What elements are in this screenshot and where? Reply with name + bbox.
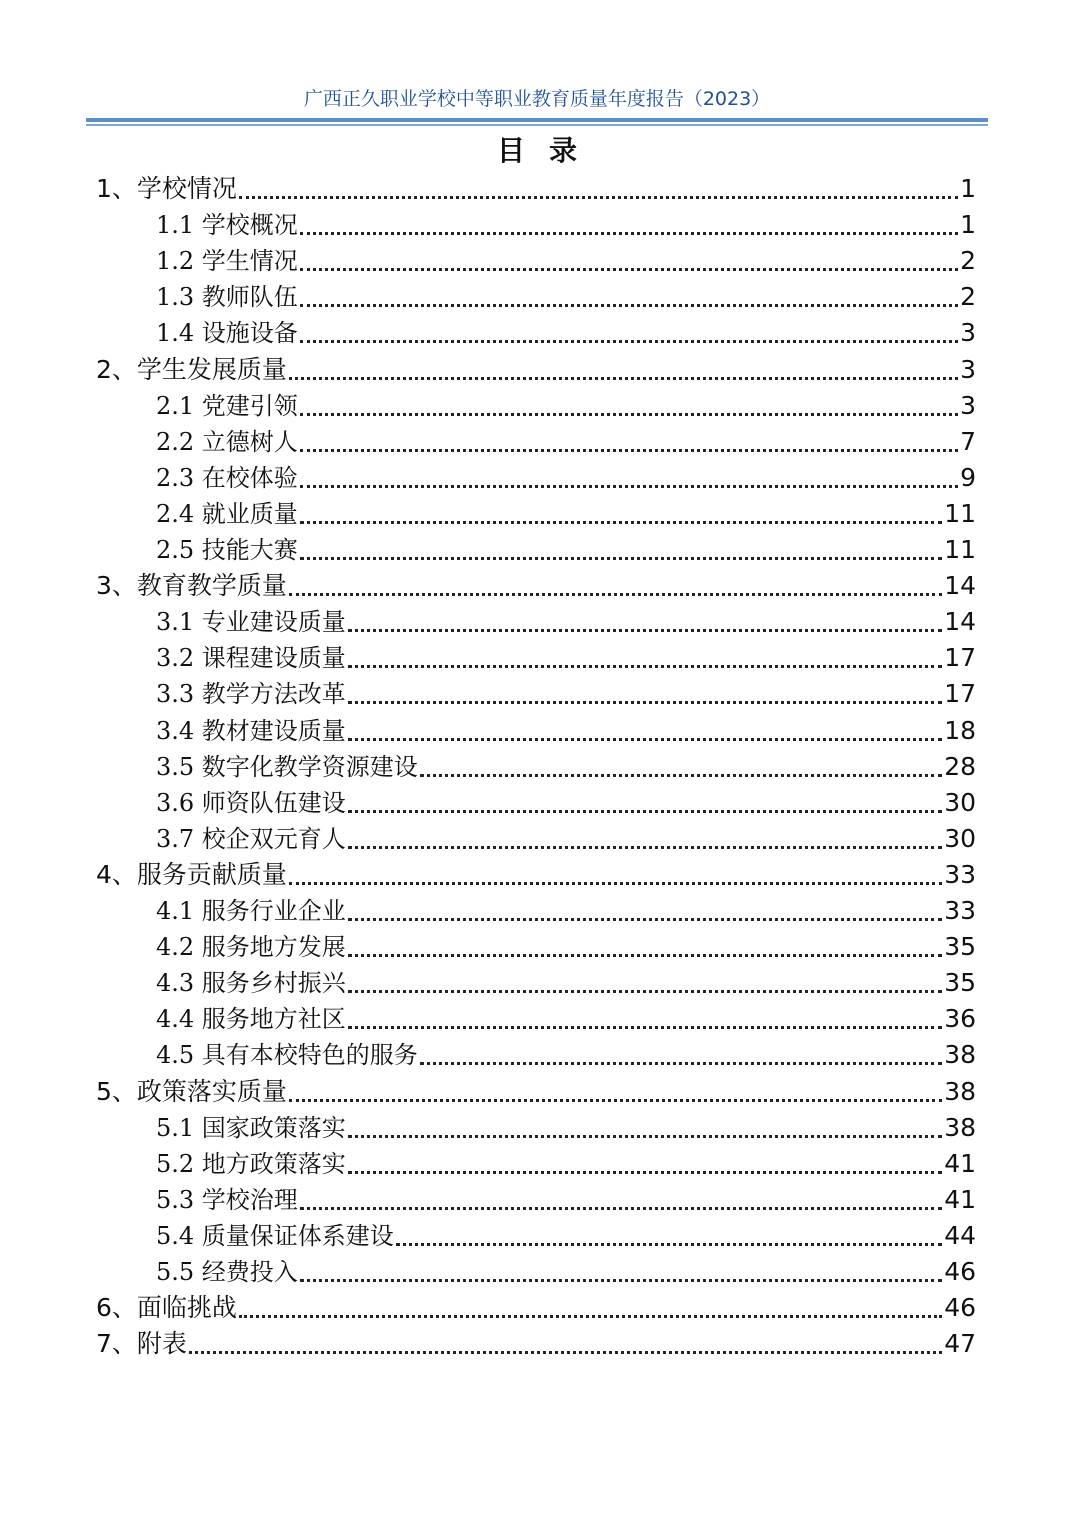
- toc-subsection-entry[interactable]: [156, 675, 976, 711]
- toc-dot-leader: [300, 521, 942, 524]
- toc-page-number: 2: [960, 282, 976, 312]
- toc-subsection-entry[interactable]: [156, 639, 976, 675]
- toc-entry-label: 3.7 校企双元育人: [156, 824, 346, 853]
- toc-subsection-entry[interactable]: [156, 748, 976, 784]
- toc-dot-leader: [348, 1135, 942, 1138]
- toc-dot-leader: [289, 593, 942, 596]
- toc-page-number: 33: [944, 896, 976, 925]
- toc-page-number: 47: [944, 1329, 976, 1359]
- toc-entry-label: 5、政策落实质量: [96, 1076, 287, 1106]
- toc-page-number: 7: [960, 426, 976, 456]
- toc-entry-label: 3.1 专业建设质量: [156, 608, 346, 637]
- toc-section-entry[interactable]: [96, 567, 976, 603]
- toc-page-number: 14: [944, 607, 976, 637]
- toc-page-number: 33: [944, 859, 976, 889]
- toc-dot-leader: [420, 774, 942, 777]
- toc-page-number: 2: [960, 246, 976, 276]
- toc-section-entry[interactable]: [96, 170, 976, 206]
- toc-dot-leader: [300, 557, 942, 560]
- toc-entry-label: 5.1 国家政策落实: [156, 1113, 346, 1142]
- toc-dot-leader: [289, 377, 958, 380]
- toc-entry-label: 4.3 服务乡村振兴: [156, 969, 346, 998]
- header-rule-thick: [86, 118, 988, 122]
- toc-subsection-entry[interactable]: [156, 964, 976, 1000]
- toc-subsection-entry[interactable]: [156, 531, 976, 567]
- toc-page-number: 3: [960, 390, 976, 420]
- toc-entry-label: 1.2 学生情况: [156, 247, 298, 276]
- toc-subsection-entry[interactable]: [156, 278, 976, 314]
- toc-entry-label: 6、面临挑战: [96, 1293, 237, 1323]
- toc-title: 目录: [496, 134, 601, 167]
- toc-dot-leader: [300, 485, 958, 488]
- toc-dot-leader: [420, 1062, 942, 1065]
- toc-entry-label: 5.2 地方政策落实: [156, 1149, 346, 1178]
- toc-dot-leader: [189, 1351, 942, 1354]
- toc-page-number: 44: [944, 1220, 976, 1250]
- toc-entry-label: 1.3 教师队伍: [156, 283, 298, 312]
- toc-dot-leader: [348, 1171, 942, 1174]
- toc-entry-label: 1.1 学校概况: [156, 211, 298, 240]
- toc-dot-leader: [348, 954, 942, 957]
- toc-page-number: 28: [944, 751, 976, 781]
- toc-subsection-entry[interactable]: [156, 206, 976, 242]
- toc-dot-leader: [300, 1279, 942, 1282]
- toc-subsection-entry[interactable]: [156, 1000, 976, 1036]
- toc-entry-label: 3、教育教学质量: [96, 571, 287, 601]
- toc-page-number: 35: [944, 968, 976, 998]
- toc-subsection-entry[interactable]: [156, 820, 976, 856]
- toc-dot-leader: [239, 1315, 942, 1318]
- toc-subsection-entry[interactable]: [156, 1145, 976, 1181]
- toc-page-number: 38: [944, 1076, 976, 1106]
- toc-entry-label: 3.4 教材建设质量: [156, 716, 346, 745]
- toc-dot-leader: [348, 665, 942, 668]
- toc-page-number: 17: [944, 679, 976, 709]
- toc-subsection-entry[interactable]: [156, 423, 976, 459]
- toc-dot-leader: [348, 738, 942, 741]
- toc-entry-label: 7、附表: [96, 1329, 187, 1359]
- toc-entry-label: 4、服务贡献质量: [96, 859, 287, 889]
- header-rule-thin: [86, 124, 988, 126]
- toc-entry-label: 5.5 经费投入: [156, 1258, 298, 1286]
- toc-page-number: 35: [944, 932, 976, 962]
- toc-dot-leader: [239, 196, 958, 199]
- toc-entry-label: 2.4 就业质量: [156, 499, 298, 528]
- toc-page-number: 36: [944, 1004, 976, 1034]
- toc-page-number: 46: [944, 1293, 976, 1323]
- toc-entry-label: 2.5 技能大赛: [156, 536, 298, 564]
- toc-dot-leader: [348, 701, 942, 704]
- toc-subsection-entry[interactable]: [156, 314, 976, 350]
- toc-subsection-entry[interactable]: [156, 387, 976, 423]
- toc-entry-label: 1、学校情况: [96, 174, 237, 203]
- toc-page-number: 11: [944, 535, 976, 564]
- toc-page-number: 30: [944, 787, 976, 817]
- toc-section-entry[interactable]: [96, 1325, 976, 1361]
- toc-subsection-entry[interactable]: [156, 459, 976, 495]
- toc-entry-label: 2.1 党建引领: [156, 391, 298, 420]
- toc-page-number: 41: [944, 1184, 976, 1214]
- toc-dot-leader: [396, 1243, 942, 1246]
- toc-page-number: 38: [944, 1112, 976, 1142]
- toc-page-number: 38: [944, 1040, 976, 1070]
- toc-page-number: 41: [944, 1148, 976, 1178]
- toc-entry-label: 2、学生发展质量: [96, 354, 287, 384]
- toc-dot-leader: [300, 1207, 942, 1210]
- toc-dot-leader: [300, 232, 958, 235]
- toc-entry-label: 4.2 服务地方发展: [156, 933, 346, 962]
- toc-dot-leader: [348, 990, 942, 993]
- toc-page-number: 11: [944, 498, 976, 528]
- toc-page-number: 17: [944, 643, 976, 673]
- toc-section-entry[interactable]: [96, 351, 976, 387]
- toc-entry-label: 3.2 课程建设质量: [156, 644, 346, 673]
- toc-page-number: 3: [960, 318, 976, 348]
- toc-page-number: 46: [944, 1257, 976, 1286]
- toc-subsection-entry[interactable]: [156, 784, 976, 820]
- toc-entry-label: 1.4 设施设备: [156, 319, 298, 348]
- toc-page-number: 18: [944, 715, 976, 745]
- toc-subsection-entry[interactable]: [156, 1036, 976, 1072]
- toc-subsection-entry[interactable]: [156, 1253, 976, 1289]
- toc-entry-label: 4.4 服务地方社区: [156, 1005, 346, 1034]
- toc-entry-label: 4.1 服务行业企业: [156, 897, 346, 925]
- toc-entry-label: 2.3 在校体验: [156, 463, 298, 492]
- toc-entry-label: 4.5 具有本校特色的服务: [156, 1041, 418, 1070]
- toc-dot-leader: [348, 810, 942, 813]
- toc-section-entry[interactable]: [96, 856, 976, 892]
- toc-subsection-entry[interactable]: [156, 495, 976, 531]
- toc-dot-leader: [300, 413, 958, 416]
- toc-page-number: 3: [960, 354, 976, 384]
- toc-page-number: 30: [944, 823, 976, 853]
- toc-dot-leader: [348, 1026, 942, 1029]
- toc-dot-leader: [289, 882, 942, 885]
- toc-page-number: 9: [960, 462, 976, 492]
- toc-dot-leader: [289, 1099, 942, 1102]
- toc-entry-label: 5.4 质量保证体系建设: [156, 1221, 394, 1250]
- toc-section-entry[interactable]: [96, 1073, 976, 1109]
- toc-subsection-entry[interactable]: [156, 1181, 976, 1217]
- toc-entry-label: 3.5 数字化教学资源建设: [156, 752, 418, 781]
- toc-dot-leader: [348, 629, 942, 632]
- toc-subsection-entry[interactable]: [156, 1217, 976, 1253]
- toc-section-entry[interactable]: [96, 1289, 976, 1325]
- toc-entry-label: 3.6 师资队伍建设: [156, 788, 346, 817]
- toc-entry-label: 3.3 教学方法改革: [156, 680, 346, 709]
- toc-subsection-entry[interactable]: [156, 603, 976, 639]
- toc-dot-leader: [348, 918, 942, 921]
- toc-dot-leader: [348, 846, 942, 849]
- toc-entry-label: 5.3 学校治理: [156, 1185, 298, 1214]
- toc-dot-leader: [300, 340, 958, 343]
- toc-subsection-entry[interactable]: [156, 242, 976, 278]
- toc-page-number: 14: [944, 571, 976, 601]
- toc-subsection-entry[interactable]: [156, 1109, 976, 1145]
- toc-dot-leader: [300, 268, 958, 271]
- toc-entry-label: 2.2 立德树人: [156, 427, 298, 456]
- running-header: 广西正久职业学校中等职业教育质量年度报告（2023）: [303, 88, 771, 110]
- toc-subsection-entry[interactable]: [156, 928, 976, 964]
- toc-page-number: 1: [960, 174, 976, 203]
- toc-page-number: 1: [960, 210, 976, 240]
- toc-subsection-entry[interactable]: [156, 892, 976, 928]
- toc-dot-leader: [300, 304, 958, 307]
- toc-subsection-entry[interactable]: [156, 712, 976, 748]
- toc-dot-leader: [300, 449, 958, 452]
